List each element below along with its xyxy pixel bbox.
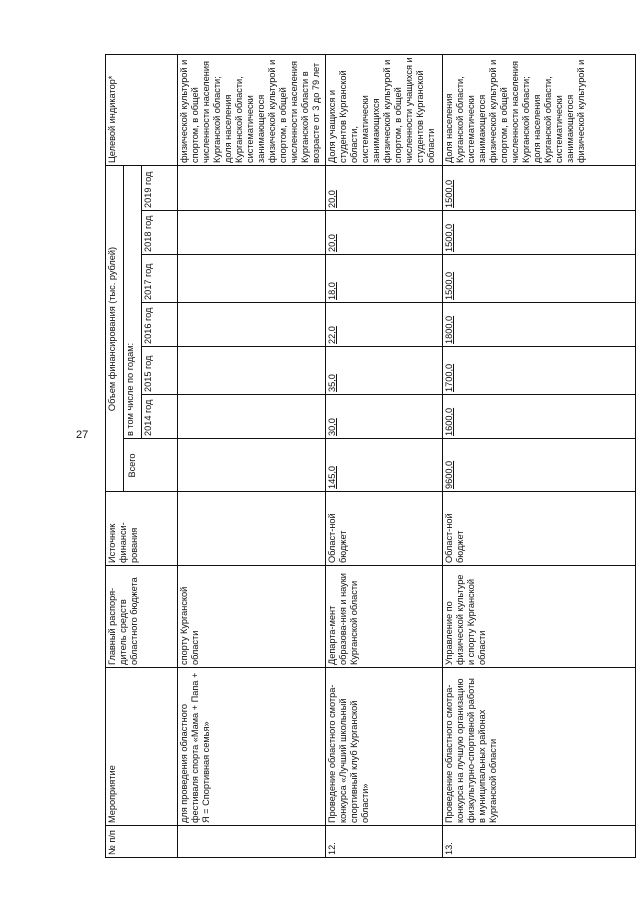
row-13-2019: 1500,0 — [444, 179, 454, 208]
row-13-2017: 1500,0 — [444, 271, 454, 300]
rule-col-manager — [105, 565, 636, 566]
row-13-source: Област-ной бюджет — [444, 513, 465, 563]
header-year-2015: 2015 год — [143, 355, 153, 392]
rule-funding — [123, 166, 124, 492]
header-year-2017: 2017 год — [143, 263, 153, 300]
rule-col-2019 — [105, 165, 636, 166]
row-0-manager: спорту Курганской области — [179, 586, 200, 665]
header-manager: Главный распоря-дитель средств областного бюджета — [107, 577, 139, 665]
row-0-target: физической культурой и спортом, в общей численности населения Курганской области; доля населения Курганской области, систематически занимающегося физической культурой и спортом, в общей численности населения Курганской области в возрасте от 3 до 79 лет — [179, 59, 321, 163]
row-13-target: Доля населения Курганской области, систематически занимающегося физической культурой и спортом, в общей численности населения Курганской области; доля населения Курганской области, систематически занимающегося физической культурой и — [444, 59, 586, 163]
header-funding: Объем финансирования (тыс. рублей) — [107, 246, 117, 412]
row-12-source: Област-ной бюджет — [327, 513, 348, 563]
rule-col-event — [105, 667, 636, 668]
rule-col-2018 — [141, 210, 636, 211]
row-12-total: 145,0 — [327, 466, 337, 489]
rule-top — [105, 54, 106, 858]
row-12-2019: 20,0 — [327, 190, 337, 208]
row-13-2018: 1500,0 — [444, 223, 454, 252]
row-13-num: 13. — [444, 842, 454, 855]
header-event: Мероприятие — [107, 765, 117, 823]
row-13-manager: Управление по физической культуре и спорту Курганской области — [444, 574, 487, 665]
row-12-target: Доля учащихся и студентов Курганской области, систематически занимающихся физической культурой и спортом, в общей численности учащихся и студентов Курганской области — [327, 57, 436, 163]
row-12-2014: 30,0 — [327, 418, 337, 436]
row-13-2014: 1600,0 — [444, 407, 454, 436]
page-number: 27 — [76, 429, 89, 441]
header-year-2018: 2018 год — [143, 215, 153, 252]
row-0-event: для проведения областного фестиваля спорта «Мама + Папа + Я = Спортивная семья» — [179, 672, 211, 823]
rule-col-2017 — [141, 254, 636, 255]
rule-col-num — [105, 825, 636, 826]
rule-col-2014 — [141, 394, 636, 395]
row-13-2016: 1800,0 — [444, 315, 454, 344]
row-12-event: Проведение областного смотра-конкурса «Лучший школьный спортивный клуб Курганской области» — [327, 684, 370, 823]
header-by-year: в том числе по годам: — [125, 342, 135, 436]
row-12-2017: 18,0 — [327, 282, 337, 300]
header-year-2019: 2019 год — [143, 171, 153, 208]
header-year-2016: 2016 год — [143, 307, 153, 344]
row-12-2016: 22,0 — [327, 326, 337, 344]
header-num: № п/п — [107, 830, 117, 855]
rule-col-total — [123, 438, 636, 439]
header-source: Источник финанси-рования — [107, 522, 139, 563]
row-12-num: 12. — [327, 842, 337, 855]
rule-header-bottom — [177, 54, 178, 858]
budget-table — [105, 54, 636, 858]
rule-col-2016 — [141, 302, 636, 303]
rule-right — [105, 54, 636, 55]
rule-row-0 — [325, 54, 326, 858]
header-target: Целевой индикатор* — [107, 75, 117, 163]
row-13-2015: 1700,0 — [444, 363, 454, 392]
header-total: Всего — [127, 453, 137, 478]
row-12-manager: Департа-мент образова-ния и науки Курганской области — [327, 573, 359, 665]
rule-bottom — [635, 54, 636, 858]
row-13-total: 9600,0 — [444, 460, 454, 489]
header-year-2014: 2014 год — [143, 399, 153, 436]
rule-col-2015 — [141, 346, 636, 347]
rule-left — [105, 857, 636, 858]
row-12-2015: 35,0 — [327, 374, 337, 392]
row-12-2018: 20,0 — [327, 234, 337, 252]
rule-col-source — [105, 491, 636, 492]
row-13-event: Проведение областного смотра-конкурса на лучшую организацию физкультурно-спортивной работы в муниципальных районах Курганской области — [444, 678, 498, 823]
rule-row-12 — [442, 54, 443, 858]
